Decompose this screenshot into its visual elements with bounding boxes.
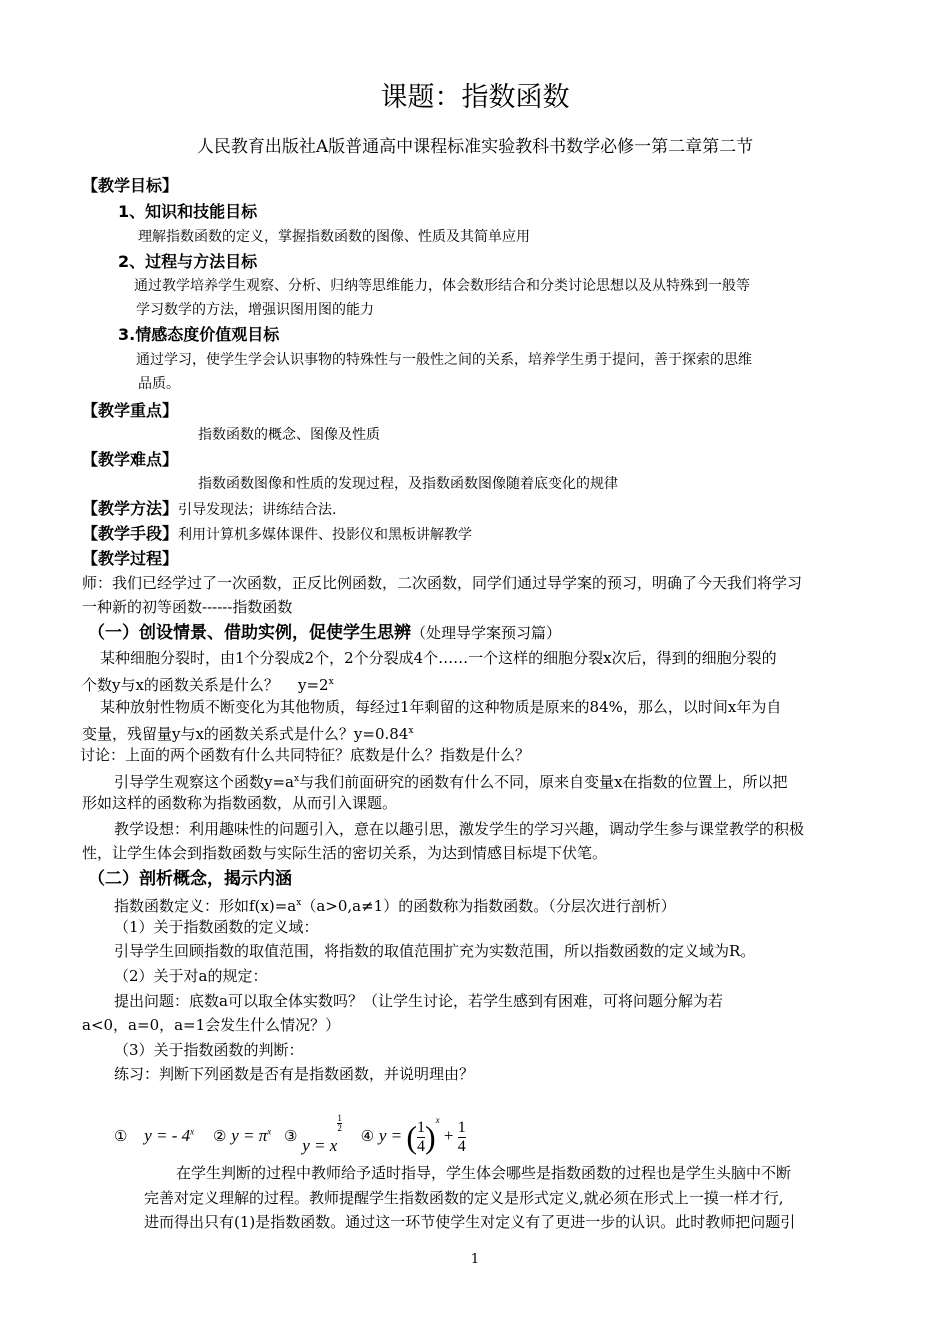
- objective-3-text-1: 通过学习，使学生学会认识事物的特殊性与一般性之间的关系，培养学生勇于提问，善于探索的思维: [136, 352, 752, 368]
- question-2-text-2: a<0，a=0，a=1会发生什么情况？）: [82, 1016, 341, 1034]
- question-1: （1）关于指数函数的定义域：: [114, 918, 319, 936]
- key-point-text: 指数函数的概念、图像及性质: [198, 427, 380, 443]
- question-1-text: 引导学生回顾指数的取值范围，将指数的取值范围扩充为实数范围，所以指数函数的定义域为R。: [114, 942, 756, 960]
- question-2: （2）关于对a的规定：: [114, 967, 268, 985]
- section-1-p3a-exponent: x: [294, 774, 300, 784]
- process-intro-2: 一种新的初等函数------指数函数: [82, 598, 293, 616]
- section-1-p4a: 教学设想：利用趣味性的问题引入，意在以趣引思，激发学生的学习兴趣，调动学生参与课堂教学的积极: [114, 820, 805, 838]
- formula-3-exp-den: 2: [337, 1123, 342, 1133]
- section-1-note: （处理导学案预习篇）: [411, 624, 562, 642]
- decay-exponent: x: [408, 726, 414, 736]
- page-subtitle: 人民教育出版社A版普通高中课程标准实验教科书数学必修一第二章第二节: [196, 137, 754, 157]
- formula-4-marker: ④: [360, 1127, 375, 1145]
- formula-2: [231, 1126, 271, 1145]
- definition-pre: 指数函数定义：形如f(x)=a: [114, 897, 297, 915]
- cell-division-formula: y=2: [298, 676, 329, 694]
- section-1-p1b-row: [82, 672, 334, 695]
- formula-4-plus: +: [443, 1126, 454, 1145]
- exercise-prompt: 练习：判断下列函数是否有是指数函数，并说明理由？: [114, 1065, 475, 1083]
- formula-4-base-num: 1: [417, 1118, 426, 1136]
- section-1-p1b: 个数y与x的函数关系是什么？: [82, 676, 279, 694]
- section-2-p5b: 完善对定义理解的过程。教师提醒学生指数函数的定义是形式定义,就必须在形式上一摸一样才行,: [144, 1189, 784, 1207]
- question-2-text-1: 提出问题：底数a可以取全体实数吗？（让学生讨论，若学生感到有困难，可将问题分解为若: [114, 992, 723, 1010]
- objective-1-title: 1、知识和技能目标: [118, 202, 258, 221]
- formula-3: [302, 1113, 342, 1155]
- definition-post: （a>0,a≠1）的函数称为指数函数。（分层次进行剖析）: [301, 897, 676, 915]
- section-1-p3a-pre: 引导学生观察这个函数y=a: [114, 773, 294, 791]
- formula-4-addend-den: 4: [457, 1137, 466, 1155]
- page-number: 1: [470, 1252, 480, 1267]
- formula-2-marker: ②: [212, 1127, 227, 1145]
- section-2-p5c: 进而得出只有(1)是指数函数。通过这一环节使学生对定义有了更进一步的认识。此时教师把问题引: [144, 1213, 796, 1231]
- page-title: 课题：指数函数: [380, 82, 570, 113]
- section-1-p3a-post: 与我们前面研究的函数有什么不同，原来自变量x在指数的位置上，所以把: [299, 773, 788, 791]
- section-1-title: （一）创设情景、借助实例，促使学生思辨: [88, 623, 411, 643]
- means-text: 利用计算机多媒体课件、投影仪和黑板讲解教学: [178, 527, 473, 543]
- question-3: （3）关于指数函数的判断：: [114, 1041, 304, 1059]
- process-heading: 【教学过程】: [82, 549, 179, 568]
- objective-2-text-2: 学习数学的方法，增强识图用图的能力: [136, 302, 374, 318]
- objective-1-text: 理解指数函数的定义，掌握指数函数的图像、性质及其简单应用: [138, 229, 530, 245]
- section-1-p3b: 形如这样的函数称为指数函数，从而引入课题。: [82, 794, 398, 812]
- objective-2-title: 2、过程与方法目标: [118, 252, 258, 271]
- method-heading: 【教学方法】: [82, 499, 179, 518]
- formula-4-base-den: 4: [417, 1137, 426, 1155]
- formula-2-exponent: x: [267, 1126, 272, 1137]
- means-heading: 【教学手段】: [82, 524, 179, 543]
- key-point-heading: 【教学重点】: [82, 401, 179, 420]
- objective-2-text-1: 通过教学培养学生观察、分析、归纳等思维能力，体会数形结合和分类讨论思想以及从特殊到一般等: [134, 278, 750, 294]
- formula-3-exponent: [337, 1114, 342, 1133]
- formula-3-body: y = x: [302, 1136, 338, 1155]
- formula-1: [144, 1126, 194, 1145]
- exercise-formulas: [114, 1104, 466, 1154]
- difficulty-heading: 【教学难点】: [82, 450, 179, 469]
- objectives-heading: 【教学目标】: [82, 176, 179, 195]
- section-1-p2b-row: [82, 721, 413, 744]
- method-row: [82, 499, 336, 520]
- formula-3-exp-num: 1: [337, 1113, 342, 1123]
- method-text: 引导发现法；讲练结合法.: [178, 502, 337, 518]
- section-2-title: （二）剖析概念，揭示内涵: [88, 869, 292, 889]
- formula-4-addend-fraction: [458, 1119, 466, 1156]
- formula-1-marker: ①: [114, 1127, 128, 1145]
- difficulty-text: 指数函数图像和性质的发现过程，及指数函数图像随着底变化的规律: [198, 476, 618, 492]
- section-1-p3a-row: [114, 769, 788, 792]
- formula-1-body: y = - 4: [144, 1126, 191, 1145]
- process-intro-1: 师：我们已经学过了一次函数，正反比例函数，二次函数，同学们通过导学案的预习，明确了今天我们将学习: [82, 574, 803, 592]
- section-2-p5a: 在学生判断的过程中教师给予适时指导，学生体会哪些是指数函数的过程也是学生头脑中不断: [176, 1164, 792, 1182]
- section-1-p4b: 性，让学生体会到指数函数与实际生活的密切关系，为达到情感目标堤下伏笔。: [82, 844, 608, 862]
- formula-4: y = ( $\frac{1}{4}$ )$^x$ + $\frac{1}{4}$: [378, 1115, 466, 1156]
- section-1-title-row: [88, 623, 561, 643]
- formula-4-base-fraction: [417, 1119, 425, 1156]
- section-1-p2a: 某种放射性物质不断变化为其他物质，每经过1年剩留的这种物质是原来的84%，那么，以时间x年为自: [100, 698, 782, 716]
- section-1-p2b: 变量，残留量y与x的函数关系式是什么？y=0.84: [82, 725, 409, 743]
- objective-3-title: 3.情感态度价值观目标: [118, 325, 280, 344]
- cell-division-exponent: x: [328, 677, 334, 687]
- formula-3-marker: ③: [284, 1127, 298, 1145]
- formula-4-exponent: x: [435, 1115, 440, 1125]
- section-1-p1a: 某种细胞分裂时，由1个分裂成2个，2个分裂成4个……一个这样的细胞分裂x次后，得到的细胞分裂的: [100, 649, 777, 667]
- definition-exponent: x: [296, 898, 302, 908]
- formula-4-addend-num: 1: [457, 1118, 466, 1136]
- definition-row: [114, 893, 676, 916]
- formula-2-body: y = π: [231, 1126, 268, 1145]
- formula-1-exponent: x: [190, 1126, 195, 1137]
- means-row: [82, 524, 472, 545]
- formula-4-lhs: y =: [378, 1126, 403, 1145]
- discussion-line: 讨论：上面的两个函数有什么共同特征？底数是什么？指数是什么？: [80, 746, 531, 764]
- objective-3-text-2: 品质。: [138, 376, 180, 392]
